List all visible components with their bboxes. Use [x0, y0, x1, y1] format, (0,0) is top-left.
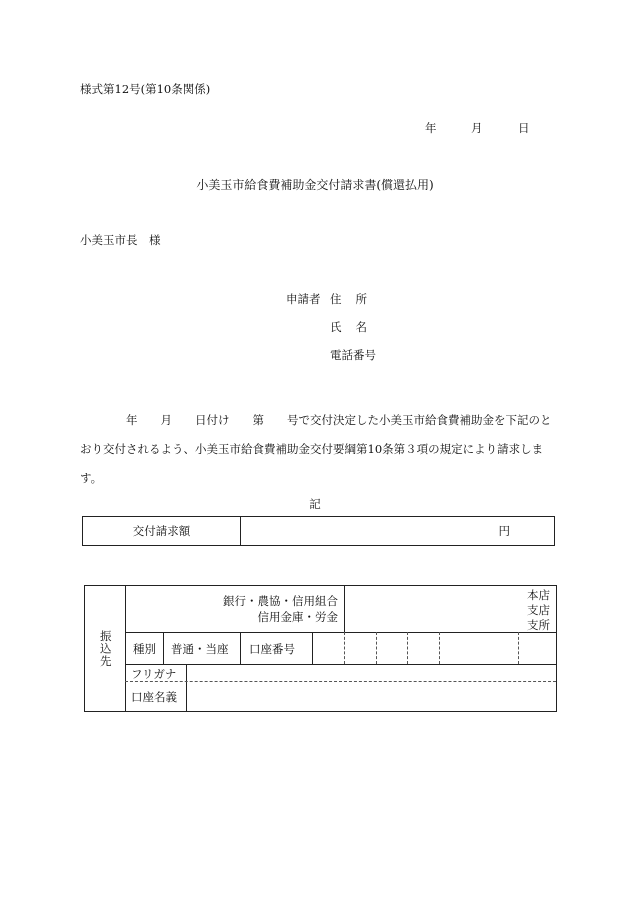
phone-label: 電話番号: [330, 348, 376, 362]
branch-type-honten: 本店: [527, 588, 550, 602]
row-divider-1: [125, 632, 556, 633]
digit-divider: [439, 632, 440, 664]
bank-type-line-2: 信用金庫・労金: [257, 610, 338, 624]
date-year-label: 年: [425, 121, 437, 135]
account-number-divider: [312, 632, 313, 664]
transfer-table: [84, 585, 557, 712]
amount-table: [82, 516, 555, 546]
amount-label: 交付請求額: [83, 517, 241, 545]
account-type-options: 普通・当座: [171, 642, 229, 656]
transfer-destination-text: 振込先: [98, 629, 113, 668]
request-body-text: 年 月 日付け 第 号で交付決定した小美玉市給食費補助金を下記のとおり交付されるよう、小美玉市給食費補助金交付要綱第10条第３項の規定により請求します。: [80, 413, 552, 485]
form-number: 様式第12号(第10条関係): [80, 82, 211, 96]
holder-label-divider: [186, 664, 187, 711]
bank-type-options: [223, 593, 338, 625]
date-month-label: 月: [471, 121, 483, 135]
date-day-label: 日: [518, 121, 530, 135]
branch-type-shiten: 支店: [527, 603, 550, 617]
digit-divider: [376, 632, 377, 664]
account-type-label: 種別: [133, 642, 156, 656]
transfer-destination-label: [85, 586, 125, 711]
name-label: 氏名: [330, 320, 381, 334]
bank-type-line-1: 銀行・農協・信用組合: [223, 594, 338, 608]
vertical-divider: [125, 586, 126, 711]
branch-type-options: [527, 588, 550, 633]
furigana-divider: [125, 681, 556, 682]
account-number-label: 口座番号: [249, 642, 295, 656]
applicant-label: 申請者: [286, 292, 321, 306]
branch-type-shisho: 支所: [527, 618, 550, 632]
account-options-divider: [240, 632, 241, 664]
row-divider-2: [125, 664, 556, 665]
document-title: 小美玉市給食費補助金交付請求書(償還払用): [196, 178, 434, 192]
amount-unit: 円: [498, 524, 510, 538]
ki-heading: 記: [309, 497, 321, 511]
furigana-label: フリガナ: [131, 667, 177, 681]
address-label: 住所: [330, 292, 381, 306]
account-holder-label: 口座名義: [131, 690, 177, 704]
digit-divider: [407, 632, 408, 664]
digit-divider: [344, 632, 345, 664]
addressee: 小美玉市長 様: [80, 233, 161, 247]
bank-branch-divider: [344, 586, 345, 632]
digit-divider: [518, 632, 519, 664]
account-type-divider: [163, 632, 164, 664]
